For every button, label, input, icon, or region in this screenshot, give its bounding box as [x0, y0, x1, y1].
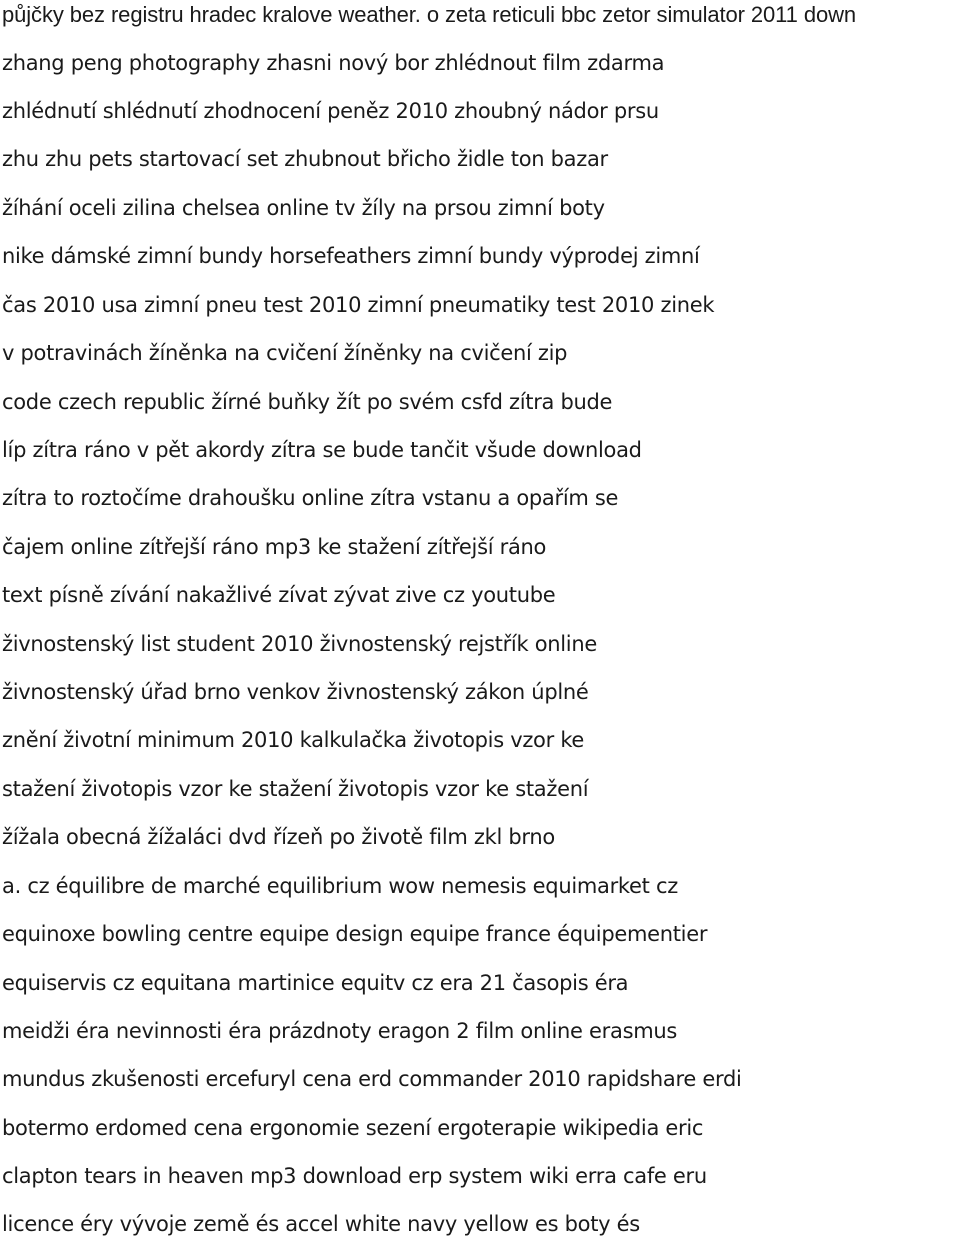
text-line: botermo erdomed cena ergonomie sezení ergoterapie wikipedia eric — [2, 1116, 704, 1140]
text-line: zhu zhu pets startovací set zhubnout břicho židle ton bazar — [2, 147, 608, 171]
text-line: znění životní minimum 2010 kalkulačka životopis vzor ke — [2, 728, 585, 752]
text-line: půjčky bez registru hradec kralove weather. o zeta reticuli bbc zetor simulator 2011 down — [2, 2, 857, 27]
text-line: meidži éra nevinnosti éra prázdnoty eragon 2 film online erasmus — [2, 1019, 678, 1043]
text-line: žížala obecná žížaláci dvd řízeň po životě film zkl brno — [2, 825, 555, 849]
text-line: stažení životopis vzor ke stažení životopis vzor ke stažení — [2, 777, 589, 801]
text-line: živnostenský list student 2010 živnostenský rejstřík online — [2, 632, 597, 656]
text-line: equinoxe bowling centre equipe design equipe france équipementier — [2, 922, 708, 946]
text-line: code czech republic žírné buňky žít po svém csfd zítra bude — [2, 390, 613, 414]
text-line: nike dámské zimní bundy horsefeathers zimní bundy výprodej zimní — [2, 244, 700, 268]
text-line: zhlédnutí shlédnutí zhodnocení peněz 2010 zhoubný nádor prsu — [2, 99, 659, 123]
text-line: zhang peng photography zhasni nový bor zhlédnout film zdarma — [2, 51, 665, 75]
text-line: a. cz équilibre de marché equilibrium wow nemesis equimarket cz — [2, 874, 678, 898]
text-line: čas 2010 usa zimní pneu test 2010 zimní pneumatiky test 2010 zinek — [2, 293, 715, 317]
text-line: clapton tears in heaven mp3 download erp system wiki erra cafe eru — [2, 1164, 707, 1188]
text-line: živnostenský úřad brno venkov živnostenský zákon úplné — [2, 680, 589, 704]
text-line: v potravinách žíněnka na cvičení žíněnky na cvičení zip — [2, 341, 568, 365]
text-line: mundus zkušenosti ercefuryl cena erd commander 2010 rapidshare erdi — [2, 1067, 742, 1091]
text-line: líp zítra ráno v pět akordy zítra se bude tančit všude download — [2, 438, 642, 462]
text-line: text písně zívání nakažlivé zívat zývat zive cz youtube — [2, 583, 556, 607]
text-line: equiservis cz equitana martinice equitv cz era 21 časopis éra — [2, 971, 629, 995]
text-line: zítra to roztočíme drahoušku online zítra vstanu a opařím se — [2, 486, 619, 510]
text-line: čajem online zítřejší ráno mp3 ke stažení zítřejší ráno — [2, 535, 547, 559]
text-line: licence éry vývoje země és accel white navy yellow es boty és — [2, 1212, 640, 1236]
text-line: žíhání oceli zilina chelsea online tv žíly na prsou zimní boty — [2, 196, 605, 220]
